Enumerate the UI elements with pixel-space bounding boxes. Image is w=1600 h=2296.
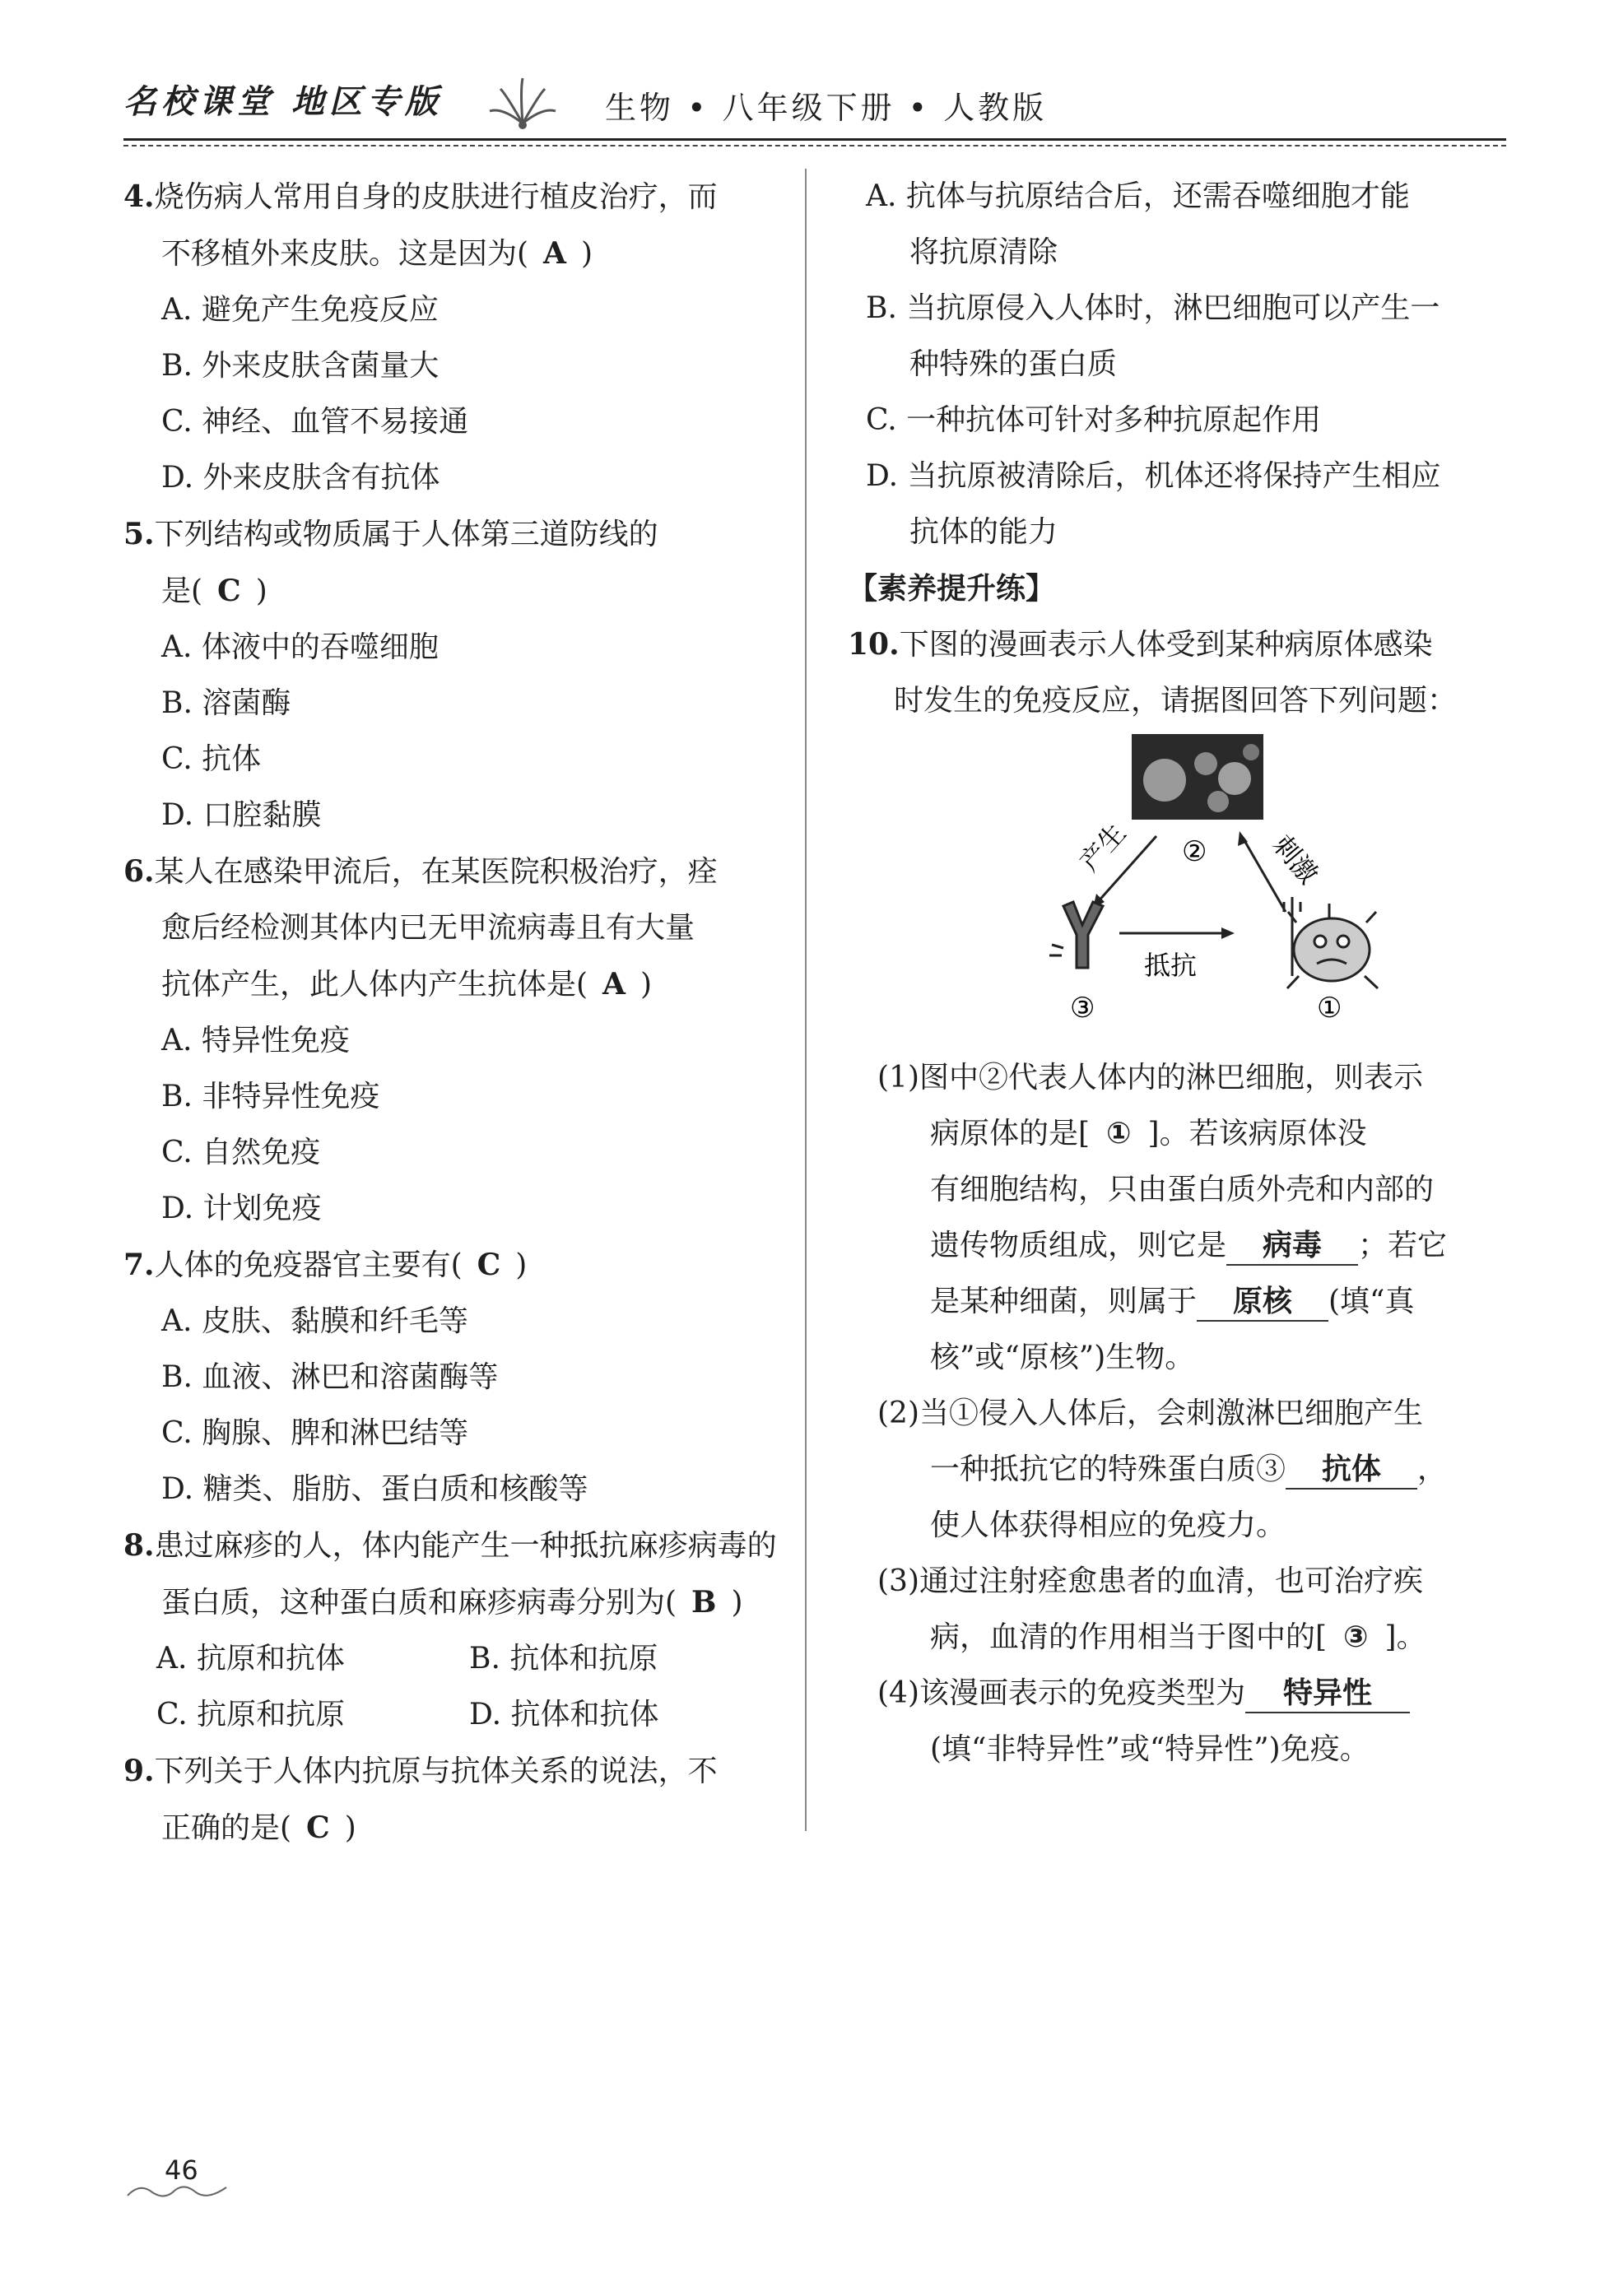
- option-b: B. 溶菌酶: [161, 686, 291, 720]
- text: ]。若该病原体没: [1147, 1117, 1367, 1150]
- option-b: B. 非特异性免疫: [161, 1080, 380, 1113]
- question-text: 愈后经检测其体内已无甲流病毒且有大量: [161, 911, 695, 945]
- option-c: C. 神经、血管不易接通: [161, 405, 469, 439]
- sub-question-3: [848, 1554, 1506, 1666]
- text: 病，血清的作用相当于图中的[: [930, 1620, 1328, 1654]
- question-8: [123, 1517, 782, 1743]
- option-c: C. 胸腺、脾和淋巴结等: [161, 1416, 469, 1450]
- option-a: A. 抗体与抗原结合后，还需吞噬细胞才能: [866, 179, 1410, 213]
- option-d: D. 口腔黏膜: [161, 798, 322, 832]
- answer: B: [691, 1585, 717, 1620]
- paren: ): [515, 1248, 528, 1282]
- immune-diagram-svg: [881, 729, 1539, 1050]
- question-7: [123, 1237, 782, 1517]
- header-rule: [123, 138, 1506, 141]
- question-number: 9.: [123, 1754, 155, 1788]
- question-text: 下列结构或物质属于人体第三道防线的: [154, 518, 658, 551]
- question-text: 人体的免疫器官主要有(: [154, 1248, 463, 1282]
- label-1: ①: [1317, 992, 1342, 1025]
- option-c: C. 一种抗体可针对多种抗原起作用: [866, 403, 1322, 437]
- text: (4)该漫画表示的免疫类型为: [877, 1676, 1245, 1710]
- answer-blank: 抗体: [1286, 1452, 1417, 1490]
- text: 遗传物质组成，则它是: [930, 1229, 1227, 1262]
- sub-question-1: [848, 1050, 1506, 1386]
- cell: [1207, 791, 1229, 812]
- answer: C: [217, 574, 241, 608]
- question-text: 抗体产生，此人体内产生抗体是(: [161, 968, 588, 1002]
- option-b: B. 当抗原侵入人体时，淋巴细胞可以产生一: [866, 291, 1440, 325]
- question-text: 患过麻疹的人，体内能产生一种抵抗麻疹病毒的: [154, 1529, 777, 1563]
- text: (2)当①侵入人体后，会刺激淋巴细胞产生: [877, 1397, 1423, 1430]
- question-number: 5.: [123, 517, 155, 551]
- sub-question-4: [848, 1666, 1506, 1778]
- option-c: C. 抗体: [161, 742, 262, 776]
- option-a: A. 抗原和抗体: [156, 1642, 345, 1676]
- question-number: 10.: [848, 627, 900, 662]
- text: 核”或“原核”)生物。: [930, 1341, 1195, 1374]
- pathogen-icon: [1284, 897, 1378, 988]
- answer-blank: 原核: [1197, 1284, 1328, 1322]
- sub-question-2: [848, 1386, 1506, 1554]
- options-row: [123, 1687, 782, 1743]
- question-10: [848, 616, 1506, 1778]
- question-text: 正确的是(: [161, 1811, 292, 1845]
- paren: ): [640, 968, 653, 1002]
- text: (1)图中②代表人体内的淋巴细胞，则表示: [877, 1061, 1423, 1095]
- answer: A: [602, 967, 626, 1002]
- option-a: A. 体液中的吞噬细胞: [161, 630, 439, 664]
- text: (3)通过注射痊愈患者的血清，也可治疗疾: [877, 1564, 1423, 1598]
- header-brand: 名校课堂 地区专版: [123, 82, 443, 121]
- text: ]。: [1384, 1620, 1426, 1654]
- question-9: [123, 1743, 782, 1857]
- answer-blank: 病毒: [1226, 1228, 1358, 1266]
- header-dashed-rule: [123, 145, 1506, 146]
- column-divider: [805, 169, 807, 1831]
- text: ；若它: [1358, 1229, 1448, 1262]
- paren: ): [344, 1811, 356, 1845]
- answer: A: [543, 236, 566, 271]
- label-2: ②: [1182, 835, 1207, 868]
- question-text: 不移植外来皮肤。这是因为(: [161, 237, 529, 271]
- option-d-cont: 抗体的能力: [909, 515, 1058, 549]
- option-b: B. 外来皮肤含菌量大: [161, 349, 440, 383]
- answer: ①: [1106, 1117, 1132, 1150]
- options-row: [123, 1631, 782, 1687]
- option-d: D. 糖类、脂肪、蛋白质和核酸等: [161, 1472, 588, 1506]
- page-number: 46: [165, 2154, 198, 2186]
- option-a: A. 特异性免疫: [161, 1024, 350, 1057]
- header-fan-ornament: [486, 74, 560, 132]
- option-c: C. 自然免疫: [161, 1136, 321, 1169]
- question-text: 某人在感染甲流后，在某医院积极治疗，痊: [154, 855, 718, 889]
- left-column: [123, 169, 782, 1857]
- text: (填“非特异性”或“特异性”)免疫。: [930, 1732, 1370, 1766]
- option-d: D. 抗体和抗体: [469, 1698, 659, 1731]
- text: 有细胞结构，只由蛋白质外壳和内部的: [930, 1173, 1435, 1206]
- option-b: B. 抗体和抗原: [469, 1642, 658, 1676]
- text: 使人体获得相应的免疫力。: [930, 1508, 1286, 1542]
- option-d: D. 外来皮肤含有抗体: [161, 461, 440, 495]
- text: 是某种细菌，则属于: [930, 1285, 1198, 1318]
- question-number: 6.: [123, 854, 155, 889]
- answer-blank: 特异性: [1245, 1676, 1410, 1713]
- option-b: B. 血液、淋巴和溶菌酶等: [161, 1360, 499, 1394]
- option-a: A. 避免产生免疫反应: [161, 293, 439, 327]
- right-column: [848, 169, 1506, 1778]
- question-6: [123, 844, 782, 1237]
- text: 病原体的是[: [930, 1117, 1091, 1150]
- question-text: 蛋白质，这种蛋白质和麻疹病毒分别为(: [161, 1586, 677, 1620]
- question-4: [123, 169, 782, 506]
- answer: C: [306, 1810, 330, 1845]
- label-3: ③: [1070, 992, 1095, 1025]
- option-c: C. 抗原和抗原: [156, 1698, 346, 1731]
- text: ，: [1417, 1452, 1448, 1486]
- cell: [1194, 752, 1217, 775]
- paren: ): [580, 237, 593, 271]
- header-subject: 生物 • 八年级下册 • 人教版: [605, 90, 1048, 126]
- option-d: D. 当抗原被清除后，机体还将保持产生相应: [866, 459, 1441, 493]
- question-text: 烧伤病人常用自身的皮肤进行植皮治疗，而: [154, 180, 718, 214]
- question-text: 下图的漫画表示人体受到某种病原体感染: [899, 628, 1433, 662]
- cell: [1143, 759, 1186, 802]
- paren: ): [731, 1586, 743, 1620]
- option-d: D. 计划免疫: [161, 1192, 322, 1225]
- option-a-cont: 将抗原清除: [909, 235, 1058, 269]
- option-a: A. 皮肤、黏膜和纤毛等: [161, 1304, 468, 1338]
- label-stimulate: 刺激: [1266, 829, 1325, 890]
- question-number: 4.: [123, 179, 155, 214]
- question-text: 下列关于人体内抗原与抗体关系的说法，不: [154, 1755, 718, 1788]
- question-number: 8.: [123, 1528, 155, 1563]
- label-resist: 抵抗: [1144, 950, 1198, 981]
- question-text: 时发生的免疫反应，请据图回答下列问题：: [894, 684, 1458, 718]
- question-number: 7.: [123, 1248, 155, 1282]
- answer: ③: [1343, 1620, 1369, 1654]
- question-text: 是(: [161, 574, 203, 608]
- paren: ): [255, 574, 267, 608]
- antibody-icon: [1063, 902, 1103, 968]
- cell: [1243, 744, 1259, 760]
- section-heading: 【素养提升练】: [848, 571, 1056, 606]
- text: (填“真: [1328, 1285, 1415, 1318]
- label-produce: 产生: [1073, 817, 1133, 878]
- cell: [1218, 762, 1251, 795]
- immune-diagram: [881, 729, 1539, 1050]
- answer: C: [477, 1248, 501, 1282]
- option-b-cont: 种特殊的蛋白质: [909, 347, 1118, 381]
- question-5: [123, 506, 782, 844]
- footer-swirl-ornament: [123, 2181, 230, 2202]
- text: 一种抵抗它的特殊蛋白质③: [930, 1452, 1286, 1486]
